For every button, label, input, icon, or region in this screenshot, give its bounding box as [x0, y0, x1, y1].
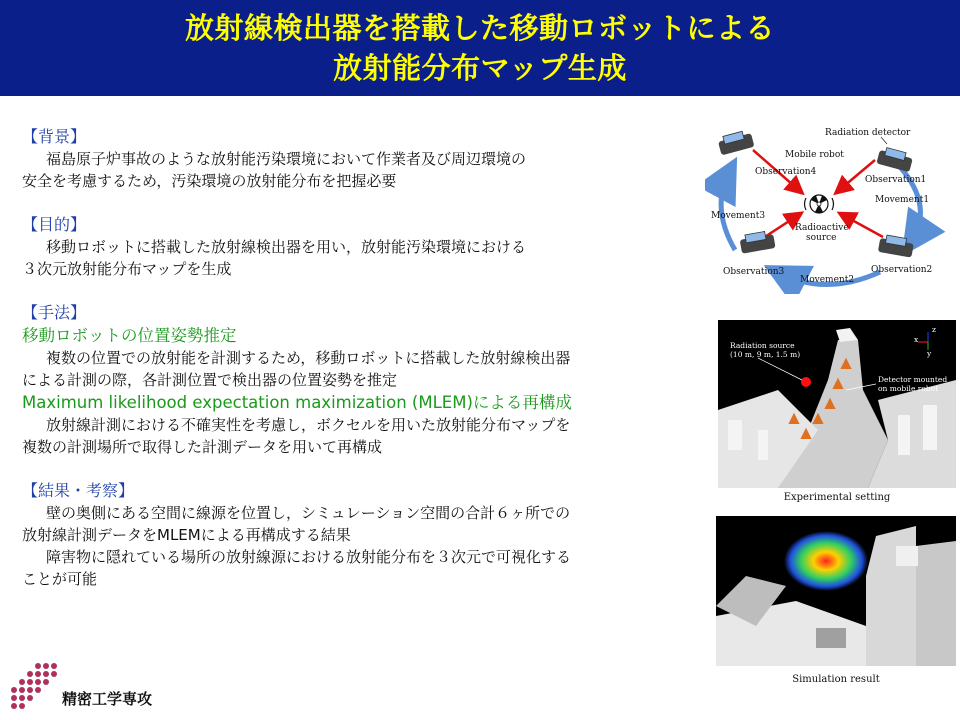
- axis-label-y: y: [927, 349, 932, 358]
- label-movement2: Movement2: [800, 275, 855, 285]
- method-sub2-line-2: 複数の計測場所で取得した計測データを用いて再構成: [22, 438, 383, 456]
- activity-distribution-blob: [784, 531, 868, 591]
- label-observation1: Observation1: [865, 175, 927, 185]
- results-heading: 【結果・考察】: [22, 481, 135, 500]
- method-subheading-2: Maximum likelihood expectation maximization (MLEM)による再構成: [22, 393, 572, 412]
- experimental-caption: Experimental setting: [783, 492, 891, 503]
- source-label-line1: Radiation source: [730, 341, 795, 350]
- radiation-source-marker: [801, 377, 811, 387]
- experimental-setting-image: [718, 320, 956, 488]
- background-line-1: 福島原子炉事故のような放射能汚染環境において作業者及び周辺環境の: [46, 150, 527, 168]
- background-line-2: 安全を考慮するため，汚染環境の放射能分布を把握必要: [22, 172, 397, 190]
- label-observation2: Observation2: [871, 265, 933, 275]
- text-area: [22, 126, 712, 590]
- label-movement3: Movement3: [711, 211, 766, 221]
- label-source-line2: source: [806, 233, 837, 243]
- movement-arc-3: [721, 170, 735, 250]
- label-mobile-robot: Mobile robot: [785, 150, 844, 160]
- detector-label-line1: Detector mounted: [878, 375, 948, 384]
- department-logo-icon: [8, 660, 68, 712]
- simulation-caption: Simulation result: [792, 674, 880, 685]
- source-label-line2: (10 m, 9 m, 1.5 m): [730, 350, 801, 359]
- label-observation4: Observation4: [755, 167, 817, 177]
- title-line-1: 放射線検出器を搭載した移動ロボットによる: [184, 11, 775, 45]
- title-banner: [0, 0, 960, 96]
- label-radiation-detector: Radiation detector: [825, 128, 911, 138]
- title-line-2: 放射能分布マップ生成: [333, 51, 627, 85]
- method-heading: 【手法】: [22, 303, 87, 322]
- label-source-line1: Radioactive: [795, 223, 849, 233]
- label-observation3: Observation3: [723, 267, 785, 277]
- robot-observation1: [876, 146, 914, 172]
- radioactive-source-icon: [805, 195, 834, 213]
- observation-cycle-diagram: [705, 122, 950, 294]
- axis-label-z: z: [932, 325, 936, 334]
- method-subheading-1: 移動ロボットの位置姿勢推定: [22, 326, 237, 345]
- label-movement1: Movement1: [875, 195, 930, 205]
- detector-label-line2: on mobile robot: [878, 384, 939, 393]
- department-name: 精密工学専攻: [62, 690, 153, 708]
- method-sub2-line-1: 放射線計測における不確実性を考慮し，ボクセルを用いた放射能分布マップを: [46, 416, 571, 434]
- results-line-4: ことが可能: [22, 570, 98, 588]
- purpose-line-2: ３次元放射能分布マップを生成: [22, 260, 232, 278]
- robot-observation2: [878, 234, 915, 258]
- results-line-2: 放射線計測データをMLEMによる再構成する結果: [22, 526, 351, 544]
- purpose-line-1: 移動ロボットに搭載した放射線検出器を用い，放射能汚染環境における: [46, 238, 527, 256]
- method-sub1-line-2: による計測の際，各計測位置で検出器の位置姿勢を推定: [22, 371, 398, 389]
- background-heading: 【背景】: [22, 127, 87, 146]
- results-line-1: 壁の奥側にある空間に線源を位置し，シミュレーション空間の合計６ヶ所での: [46, 504, 571, 522]
- results-line-3: 障害物に隠れている場所の放射線源における放射能分布を３次元で可視化する: [46, 548, 572, 566]
- purpose-heading: 【目的】: [22, 215, 87, 234]
- axis-label-x: x: [914, 335, 919, 344]
- simulation-result-image: [716, 516, 956, 666]
- robot-observation4: [717, 129, 755, 155]
- method-sub1-line-1: 複数の位置での放射能を計測するため，移動ロボットに搭載した放射線検出器: [46, 349, 571, 367]
